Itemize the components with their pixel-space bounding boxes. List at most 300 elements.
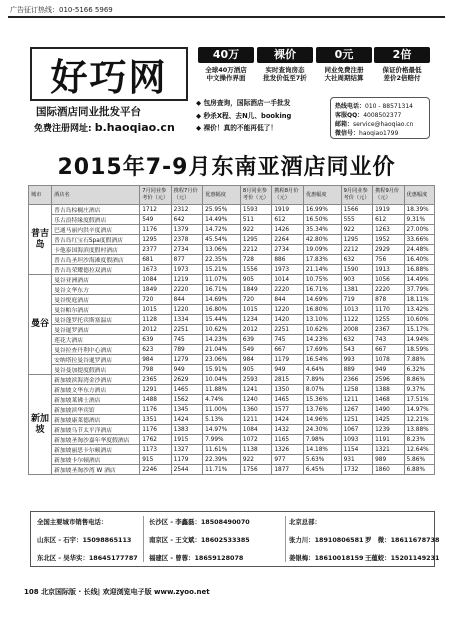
price-cell: 1084 <box>140 275 171 285</box>
table-header-row <box>29 186 435 205</box>
price-cell: 8.07% <box>303 385 341 395</box>
hotel-name-cell: 曼谷亚洲酒店 <box>52 275 140 285</box>
price-cell: 1220 <box>272 305 303 315</box>
price-cell: 2815 <box>272 375 303 385</box>
ad-hotline: 广告征订热线：010-5166 5969 <box>10 6 113 14</box>
price-cell: 984 <box>140 355 171 365</box>
top-rule <box>8 16 445 18</box>
price-cell: 1056 <box>373 275 404 285</box>
price-cell: 728 <box>240 255 271 265</box>
price-cell: 17.69% <box>303 345 341 355</box>
table-row <box>29 225 435 235</box>
column-header: 7月同业参考价（元） <box>140 186 171 205</box>
sales-title: 全国主要城市销售电话： <box>37 518 108 526</box>
price-cell: 844 <box>171 295 202 305</box>
price-cell: 1267 <box>341 405 372 415</box>
register-url: b.haoqiao.cn <box>94 121 175 134</box>
table-row <box>29 365 435 375</box>
hotel-name-cell: 新加坡圣淘沙湾 W 酒店 <box>52 465 140 475</box>
price-table <box>28 185 435 475</box>
price-cell: 16.71% <box>203 285 241 295</box>
price-cell: 877 <box>171 255 202 265</box>
price-cell: 1240 <box>240 395 271 405</box>
feature-line: 差价2倍赔付 <box>383 74 421 82</box>
table-row <box>29 385 435 395</box>
price-cell: 1067 <box>341 425 372 435</box>
hotel-name-cell: 巴通马丽内洪辛度酒店 <box>52 225 140 235</box>
price-cell: 14.72% <box>203 225 241 235</box>
price-cell: 33.66% <box>404 235 434 245</box>
price-cell: 1577 <box>272 405 303 415</box>
hotel-name-cell: 新加坡莱佛士酒店 <box>52 395 140 405</box>
hotel-name-cell: 曼谷帕尔酒店 <box>52 305 140 315</box>
price-cell: 1170 <box>373 305 404 315</box>
price-cell: 1860 <box>373 465 404 475</box>
price-cell: 2366 <box>341 375 372 385</box>
price-cell: 1165 <box>272 435 303 445</box>
price-cell: 2312 <box>171 205 202 215</box>
price-cell: 719 <box>341 295 372 305</box>
table-row <box>29 335 435 345</box>
price-cell: 7.98% <box>303 435 341 445</box>
price-cell: 1490 <box>373 405 404 415</box>
price-cell: 905 <box>240 275 271 285</box>
price-cell: 949 <box>373 365 404 375</box>
price-cell: 2929 <box>373 245 404 255</box>
price-cell: 949 <box>171 365 202 375</box>
price-cell: 2596 <box>373 375 404 385</box>
register-label: 免费注册网址: <box>34 124 92 134</box>
price-cell: 1014 <box>272 275 303 285</box>
price-cell: 1350 <box>272 385 303 395</box>
price-cell: 720 <box>140 295 171 305</box>
price-cell: 1013 <box>341 305 372 315</box>
price-cell: 1424 <box>171 415 202 425</box>
hotel-name-cell: 新加坡丽思卡尔顿酒店 <box>52 445 140 455</box>
price-cell: 10.75% <box>303 275 341 285</box>
price-cell: 2220 <box>171 285 202 295</box>
price-cell: 2212 <box>240 245 271 255</box>
price-cell: 14.97% <box>203 425 241 435</box>
ad-bullets <box>196 97 326 135</box>
price-cell: 1849 <box>140 285 171 295</box>
price-cell: 543 <box>341 345 372 355</box>
price-cell: 612 <box>272 215 303 225</box>
price-cell: 1465 <box>272 395 303 405</box>
ad-slogan: 国际酒店同业批发平台 <box>36 106 141 118</box>
hotel-name-cell: 曼谷悦庭酒店 <box>52 295 140 305</box>
price-cell: 23.06% <box>203 355 241 365</box>
table-row <box>29 215 435 225</box>
price-cell: 1220 <box>171 305 202 315</box>
table-row <box>29 275 435 285</box>
price-cell: 922 <box>240 455 271 465</box>
column-header: 酒店名 <box>52 186 140 205</box>
feature-line: 大社周期结算 <box>324 74 364 82</box>
column-header: 优惠幅度 <box>203 186 241 205</box>
hotel-name-cell: 普吉岛红宝石Spa度假酒店 <box>52 235 140 245</box>
price-cell: 45.54% <box>203 235 241 245</box>
hotel-name-cell: 曼谷曼加提度假酒店 <box>52 365 140 375</box>
price-cell: 14.94% <box>404 335 434 345</box>
price-cell: 2012 <box>140 325 171 335</box>
hotel-name-cell: 新加坡卡尔顿酒店 <box>52 455 140 465</box>
price-cell: 720 <box>240 295 271 305</box>
price-cell: 27.00% <box>404 225 434 235</box>
price-cell: 612 <box>373 215 404 225</box>
hq-contact: 张力川：18910806581 <box>289 536 364 544</box>
table-row <box>29 405 435 415</box>
price-cell: 2212 <box>341 245 372 255</box>
price-cell: 1915 <box>171 435 202 445</box>
price-cell: 6.45% <box>303 465 341 475</box>
divider <box>143 516 144 562</box>
price-cell: 19.09% <box>303 245 341 255</box>
price-cell: 2012 <box>240 325 271 335</box>
price-cell: 993 <box>341 355 372 365</box>
city-cell: 普吉岛 <box>29 205 52 275</box>
price-cell: 5.86% <box>404 455 434 465</box>
price-cell: 642 <box>171 215 202 225</box>
table-row <box>29 425 435 435</box>
register-line <box>34 121 175 134</box>
price-cell: 15.91% <box>203 365 241 375</box>
price-cell: 1291 <box>140 385 171 395</box>
price-cell: 6.32% <box>404 365 434 375</box>
price-cell: 2365 <box>140 375 171 385</box>
table-row <box>29 455 435 465</box>
hotel-name-cell: 新加坡乌节太平洋酒店 <box>52 425 140 435</box>
hq-contact: 王蕴蛟：15201149231 <box>365 554 440 562</box>
price-cell: 11.07% <box>203 275 241 285</box>
price-cell: 2544 <box>171 465 202 475</box>
price-cell: 15.21% <box>203 265 241 275</box>
price-cell: 2220 <box>272 285 303 295</box>
price-cell: 42.80% <box>303 235 341 245</box>
price-cell: 13.76% <box>303 405 341 415</box>
price-cell: 1211 <box>240 415 271 425</box>
table-row <box>29 435 435 445</box>
price-cell: 623 <box>140 345 171 355</box>
price-cell: 10.62% <box>303 325 341 335</box>
feature-badge: 0元 <box>316 47 372 63</box>
price-cell: 667 <box>373 345 404 355</box>
table-row <box>29 255 435 265</box>
price-cell: 2367 <box>373 325 404 335</box>
price-cell: 1425 <box>373 415 404 425</box>
footer-text: 北京国际版 · 长线| 欢迎浏览电子版 <box>41 588 152 596</box>
price-cell: 1913 <box>373 265 404 275</box>
price-cell: 639 <box>240 335 271 345</box>
city-cell: 新加坡 <box>29 375 52 475</box>
feature-line: 全球40万酒店 <box>205 66 247 74</box>
price-cell: 1295 <box>341 235 372 245</box>
price-cell: 16.99% <box>303 205 341 215</box>
price-cell: 17.51% <box>404 395 434 405</box>
agent-changsha: 长沙区 - 李鑫磊：18508490070 <box>149 518 250 526</box>
price-cell: 2377 <box>140 245 171 255</box>
divider <box>285 516 286 562</box>
price-cell: 949 <box>272 365 303 375</box>
column-header: 携程9月价（元） <box>373 186 404 205</box>
price-cell: 1334 <box>171 315 202 325</box>
price-cell: 2264 <box>272 235 303 245</box>
price-cell: 1179 <box>171 455 202 465</box>
sales-contacts <box>30 511 440 567</box>
contact-email: 邮箱：service@haoqiao.cn <box>335 121 414 128</box>
page-footer <box>24 587 210 597</box>
price-cell: 18.39% <box>404 205 434 215</box>
price-cell: 7.99% <box>203 435 241 445</box>
price-cell: 1919 <box>373 205 404 215</box>
price-cell: 1593 <box>240 205 271 215</box>
price-cell: 2251 <box>272 325 303 335</box>
price-cell: 555 <box>341 215 372 225</box>
price-cell: 1919 <box>272 205 303 215</box>
price-cell: 1973 <box>171 265 202 275</box>
hotel-name-cell: 新加坡圣淘沙嘉年华度假酒店 <box>52 435 140 445</box>
price-cell: 15.44% <box>203 315 241 325</box>
feature-hotels <box>198 47 254 89</box>
ad-bullet: ◆ 裸价！真的不能再低了！ <box>196 124 278 132</box>
price-cell: 15.17% <box>404 325 434 335</box>
price-cell: 1279 <box>171 355 202 365</box>
feature-price <box>257 47 313 89</box>
feature-line: 保证价格最低 <box>382 66 422 74</box>
price-cell: 14.23% <box>203 335 241 345</box>
table-row <box>29 395 435 405</box>
table-row <box>29 325 435 335</box>
price-cell: 922 <box>341 225 372 235</box>
price-cell: 8.86% <box>404 375 434 385</box>
price-cell: 1762 <box>140 435 171 445</box>
price-cell: 1388 <box>373 385 404 395</box>
price-cell: 14.49% <box>404 275 434 285</box>
price-cell: 1468 <box>373 395 404 405</box>
price-cell: 1122 <box>341 315 372 325</box>
column-header: 携程7月价（元） <box>171 186 202 205</box>
table-row <box>29 375 435 385</box>
hotel-name-cell: 曼谷文华东方 <box>52 285 140 295</box>
price-cell: 2629 <box>171 375 202 385</box>
price-cell: 5.13% <box>203 415 241 425</box>
feature-line: 中文操作界面 <box>206 74 246 82</box>
feature-row <box>198 47 430 89</box>
price-cell: 977 <box>272 455 303 465</box>
price-cell: 1562 <box>171 395 202 405</box>
price-cell: 16.71% <box>303 285 341 295</box>
price-cell: 1211 <box>341 395 372 405</box>
price-cell: 745 <box>171 335 202 345</box>
hotel-name-cell: 安纳塔拉曼谷暹罗酒店 <box>52 355 140 365</box>
price-cell: 922 <box>240 225 271 235</box>
price-cell: 21.14% <box>303 265 341 275</box>
price-cell: 667 <box>272 345 303 355</box>
price-cell: 10.60% <box>404 315 434 325</box>
feature-badge: 裸价 <box>257 47 313 63</box>
price-cell: 2593 <box>240 375 271 385</box>
price-cell: 1078 <box>373 355 404 365</box>
hotel-name-cell: 曼谷暹罗酒店 <box>52 325 140 335</box>
price-cell: 11.00% <box>203 405 241 415</box>
price-cell: 1258 <box>341 385 372 395</box>
price-cell: 16.54% <box>303 355 341 365</box>
price-cell: 1255 <box>373 315 404 325</box>
price-cell: 681 <box>140 255 171 265</box>
column-header: 8月同业参考价（元） <box>240 186 271 205</box>
table-row <box>29 415 435 425</box>
hotel-name-cell: 普吉岛圣坦沙海滩度假酒店 <box>52 255 140 265</box>
price-cell: 1424 <box>272 415 303 425</box>
price-cell: 1420 <box>272 315 303 325</box>
price-cell: 15.36% <box>303 395 341 405</box>
price-cell: 13.88% <box>404 425 434 435</box>
price-cell: 1465 <box>171 385 202 395</box>
price-cell: 14.69% <box>303 295 341 305</box>
price-cell: 549 <box>240 345 271 355</box>
price-cell: 1173 <box>140 445 171 455</box>
price-cell: 1239 <box>373 425 404 435</box>
ad-bullet: ◆ 秒杀X程、去N儿、booking <box>196 111 292 120</box>
price-cell: 1379 <box>171 225 202 235</box>
haoqiao-advert <box>30 47 430 147</box>
price-cell: 1295 <box>240 235 271 245</box>
contact-qq: 客服QQ：4008502377 <box>335 112 402 119</box>
price-cell: 12.64% <box>404 445 434 455</box>
page-number: 108 <box>24 588 39 596</box>
footer-url: www.zyoo.net <box>154 588 210 596</box>
price-cell: 1321 <box>373 445 404 455</box>
logo <box>30 47 188 101</box>
price-cell: 889 <box>341 365 372 375</box>
price-cell: 37.79% <box>404 285 434 295</box>
price-cell: 13.10% <box>303 315 341 325</box>
agent-shandong: 山东区 - 石宇：15098865113 <box>37 536 132 544</box>
price-cell: 745 <box>272 335 303 345</box>
price-cell: 14.23% <box>303 335 341 345</box>
feature-badge: 2倍 <box>374 47 430 63</box>
price-cell: 16.40% <box>404 255 434 265</box>
price-cell: 35.34% <box>303 225 341 235</box>
price-cell: 18.11% <box>404 295 434 305</box>
price-cell: 1295 <box>140 235 171 245</box>
logo-text: 好巧网 <box>50 56 168 99</box>
price-cell: 14.97% <box>404 405 434 415</box>
price-cell: 1351 <box>140 415 171 425</box>
price-cell: 10.04% <box>203 375 241 385</box>
feature-line: 实时查询房态 <box>265 66 305 74</box>
table-row <box>29 205 435 215</box>
contact-phone: 热线电话：010 - 88571314 <box>335 103 413 110</box>
price-cell: 1176 <box>140 425 171 435</box>
price-cell: 1128 <box>140 315 171 325</box>
hq-contact: 姜银梅：18610018159 <box>289 554 364 562</box>
hotel-name-cell: 莲花大酒店 <box>52 335 140 345</box>
price-cell: 1219 <box>171 275 202 285</box>
price-cell: 1093 <box>341 435 372 445</box>
price-cell: 1756 <box>240 465 271 475</box>
price-cell: 1234 <box>240 315 271 325</box>
price-cell: 6.88% <box>404 465 434 475</box>
price-cell: 1015 <box>140 305 171 315</box>
price-cell: 24.48% <box>404 245 434 255</box>
column-header: 优惠幅度 <box>303 186 341 205</box>
price-cell: 2008 <box>341 325 372 335</box>
column-header: 城市 <box>29 186 52 205</box>
price-cell: 18.59% <box>404 345 434 355</box>
page-title: 2015年7-9月东南亚酒店同业价 <box>57 155 396 180</box>
table-row <box>29 465 435 475</box>
price-cell: 14.69% <box>203 295 241 305</box>
price-cell: 984 <box>240 355 271 365</box>
feature-badge: 40万 <box>198 47 254 63</box>
price-cell: 903 <box>341 275 372 285</box>
price-cell: 1566 <box>341 205 372 215</box>
hotel-name-cell: 曼谷拉查丹利中心酒店 <box>52 345 140 355</box>
price-cell: 1426 <box>272 225 303 235</box>
price-cell: 878 <box>373 295 404 305</box>
price-cell: 1673 <box>140 265 171 275</box>
price-cell: 632 <box>341 335 372 345</box>
price-cell: 11.71% <box>203 465 241 475</box>
price-cell: 1251 <box>341 415 372 425</box>
price-cell: 1154 <box>341 445 372 455</box>
price-cell: 12.21% <box>404 415 434 425</box>
price-cell: 11.61% <box>203 445 241 455</box>
price-cell: 915 <box>140 455 171 465</box>
price-cell: 632 <box>341 255 372 265</box>
price-cell: 1877 <box>272 465 303 475</box>
price-cell: 1590 <box>341 265 372 275</box>
agent-dongbei: 东北区 - 吴华实：18645177787 <box>37 554 138 562</box>
price-cell: 1712 <box>140 205 171 215</box>
table-row <box>29 235 435 245</box>
price-cell: 17.83% <box>303 255 341 265</box>
table-body <box>29 205 435 475</box>
price-cell: 16.88% <box>404 265 434 275</box>
price-cell: 798 <box>140 365 171 375</box>
price-cell: 14.18% <box>303 445 341 455</box>
hq-contact: 罗 微：18611678738 <box>365 536 440 544</box>
price-cell: 7.89% <box>303 375 341 385</box>
feature-line: 批发价低至7折 <box>263 74 307 82</box>
price-cell: 511 <box>240 215 271 225</box>
price-cell: 549 <box>140 215 171 225</box>
price-cell: 9.31% <box>404 215 434 225</box>
table-row <box>29 445 435 455</box>
price-cell: 11.88% <box>203 385 241 395</box>
agent-nanjing: 南京区 - 王文斌：18602533385 <box>149 536 250 544</box>
price-cell: 21.04% <box>203 345 241 355</box>
price-cell: 1952 <box>373 235 404 245</box>
column-header: 9月同业参考价（元） <box>341 186 372 205</box>
hotel-name-cell: 新加坡文华东方酒店 <box>52 385 140 395</box>
table-row <box>29 265 435 275</box>
price-cell: 9.37% <box>404 385 434 395</box>
price-cell: 1973 <box>272 265 303 275</box>
price-cell: 16.80% <box>203 305 241 315</box>
price-cell: 2734 <box>171 245 202 255</box>
table-row <box>29 305 435 315</box>
price-cell: 1488 <box>140 395 171 405</box>
hotel-name-cell: 普吉岛棕榈庄酒店 <box>52 205 140 215</box>
price-cell: 1432 <box>272 425 303 435</box>
price-cell: 1015 <box>240 305 271 315</box>
price-cell: 2251 <box>171 325 202 335</box>
hotel-name-cell: 新加坡滨海湾金沙酒店 <box>52 375 140 385</box>
price-cell: 1072 <box>240 435 271 445</box>
column-header: 携程8月价（元） <box>272 186 303 205</box>
